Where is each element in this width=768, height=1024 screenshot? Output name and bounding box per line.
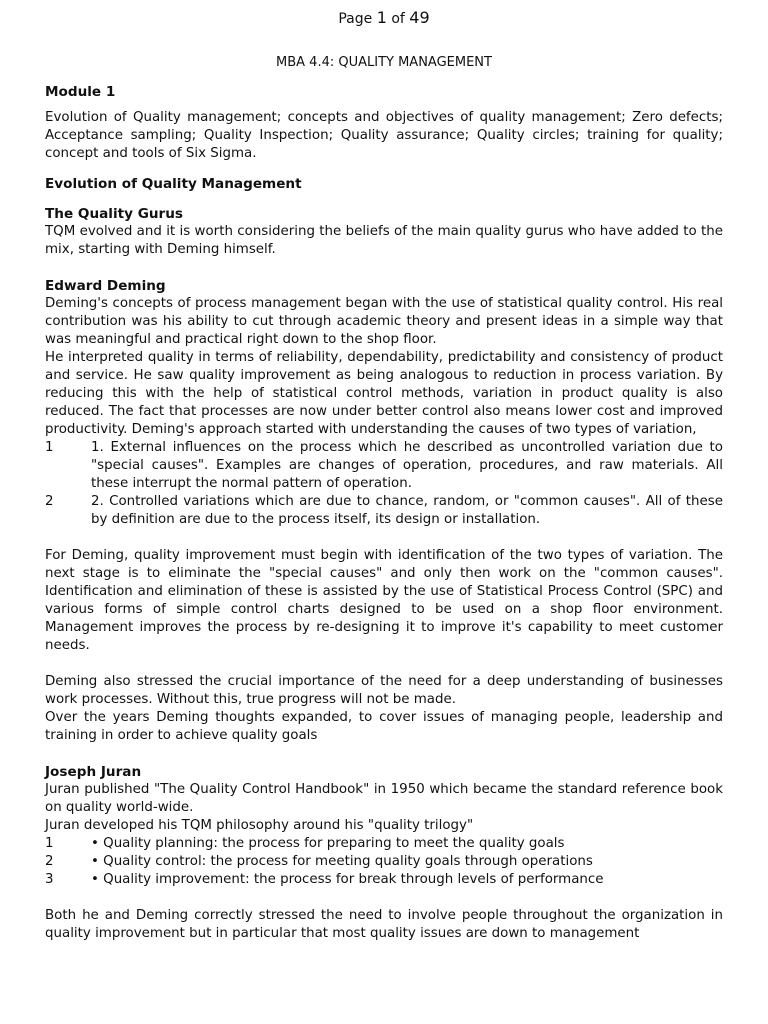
list-item — [45, 835, 723, 853]
document-body — [45, 54, 723, 943]
page-total: 49 — [409, 8, 430, 27]
list-text: 1. External influences on the process which he described as uncontrolled variation due to "special causes". Examples are changes of operation, procedures, and raw materials. All these interrupt the normal pattern of operation. — [91, 440, 723, 491]
list-text: 2. Controlled variations which are due to chance, random, or "common causes". All of these by definition are due to the process itself, its design or installation. — [91, 494, 723, 527]
page-label: Page — [338, 11, 373, 27]
list-text: • Quality planning: the process for preparing to meet the quality goals — [91, 836, 565, 851]
deming-paragraph-3: For Deming, quality improvement must begin with identification of the two types of variation. The next stage is to eliminate the "special causes" and only then work on the "common causes". Identification and elimination of these is assisted by the use of Statistical Process Control (SPC) and various forms of simple control charts designed to be used on a shop floor environment. Management improves the process by re-designing it to improve it's capability to meet customer needs. — [45, 548, 723, 653]
page-current: 1 — [376, 8, 387, 27]
gurus-paragraph: TQM evolved and it is worth considering the beliefs of the main quality gurus who have added to the mix, starting with Deming himself. — [45, 224, 723, 257]
list-item — [45, 871, 723, 889]
list-item — [45, 439, 723, 493]
deming-heading: Edward Deming — [45, 278, 166, 294]
evolution-heading: Evolution of Quality Management — [45, 176, 302, 192]
list-text: • Quality control: the process for meeting quality goals through operations — [91, 854, 593, 869]
list-number: 2 — [45, 854, 54, 869]
module-summary: Evolution of Quality management; concepts and objectives of quality management; Zero defects; Acceptance sampling; Quality Inspection; Quality assurance; Quality circles; training for quality; concept and tools of Six Sigma. — [45, 110, 723, 161]
deming-paragraph-4: Deming also stressed the crucial importance of the need for a deep understanding of businesses work processes. Without this, true progress will not be made. — [45, 674, 723, 707]
list-item — [45, 493, 723, 529]
list-text: • Quality improvement: the process for break through levels of performance — [91, 872, 604, 887]
list-number: 1 — [45, 836, 54, 851]
juran-paragraph-3: Both he and Deming correctly stressed the need to involve people throughout the organization in quality improvement but in particular that most quality issues are down to management — [45, 908, 723, 941]
list-number: 1 — [45, 440, 54, 455]
juran-paragraph-2: Juran developed his TQM philosophy around his "quality trilogy" — [45, 818, 474, 833]
deming-paragraph-5: Over the years Deming thoughts expanded, to cover issues of managing people, leadership and training in order to achieve quality goals — [45, 710, 723, 743]
document-title: MBA 4.4: QUALITY MANAGEMENT — [276, 55, 492, 70]
module-heading: Module 1 — [45, 84, 116, 100]
list-item — [45, 853, 723, 871]
deming-paragraph-1: Deming's concepts of process management began with the use of statistical quality control. His real contribution was his ability to cut through academic theory and present ideas in a simple way that was meaningful and practical right down to the shop floor. — [45, 296, 723, 347]
juran-paragraph-1: Juran published "The Quality Control Handbook" in 1950 which became the standard reference book on quality world-wide. — [45, 782, 723, 815]
juran-heading: Joseph Juran — [45, 764, 142, 780]
list-number: 3 — [45, 872, 54, 887]
gurus-heading: The Quality Gurus — [45, 206, 184, 222]
deming-paragraph-2: He interpreted quality in terms of reliability, dependability, predictability and consistency of product and service. He saw quality improvement as being analogous to reduction in process variation. By reducing this with the help of statistical control methods, variation in product quality is also reduced. The fact that processes are now under better control also means lower cost and improved productivity. Deming's approach started with understanding the causes of two types of variation, — [45, 350, 723, 437]
list-number: 2 — [45, 494, 54, 509]
page-header — [0, 8, 768, 29]
page-of: of — [391, 11, 405, 27]
